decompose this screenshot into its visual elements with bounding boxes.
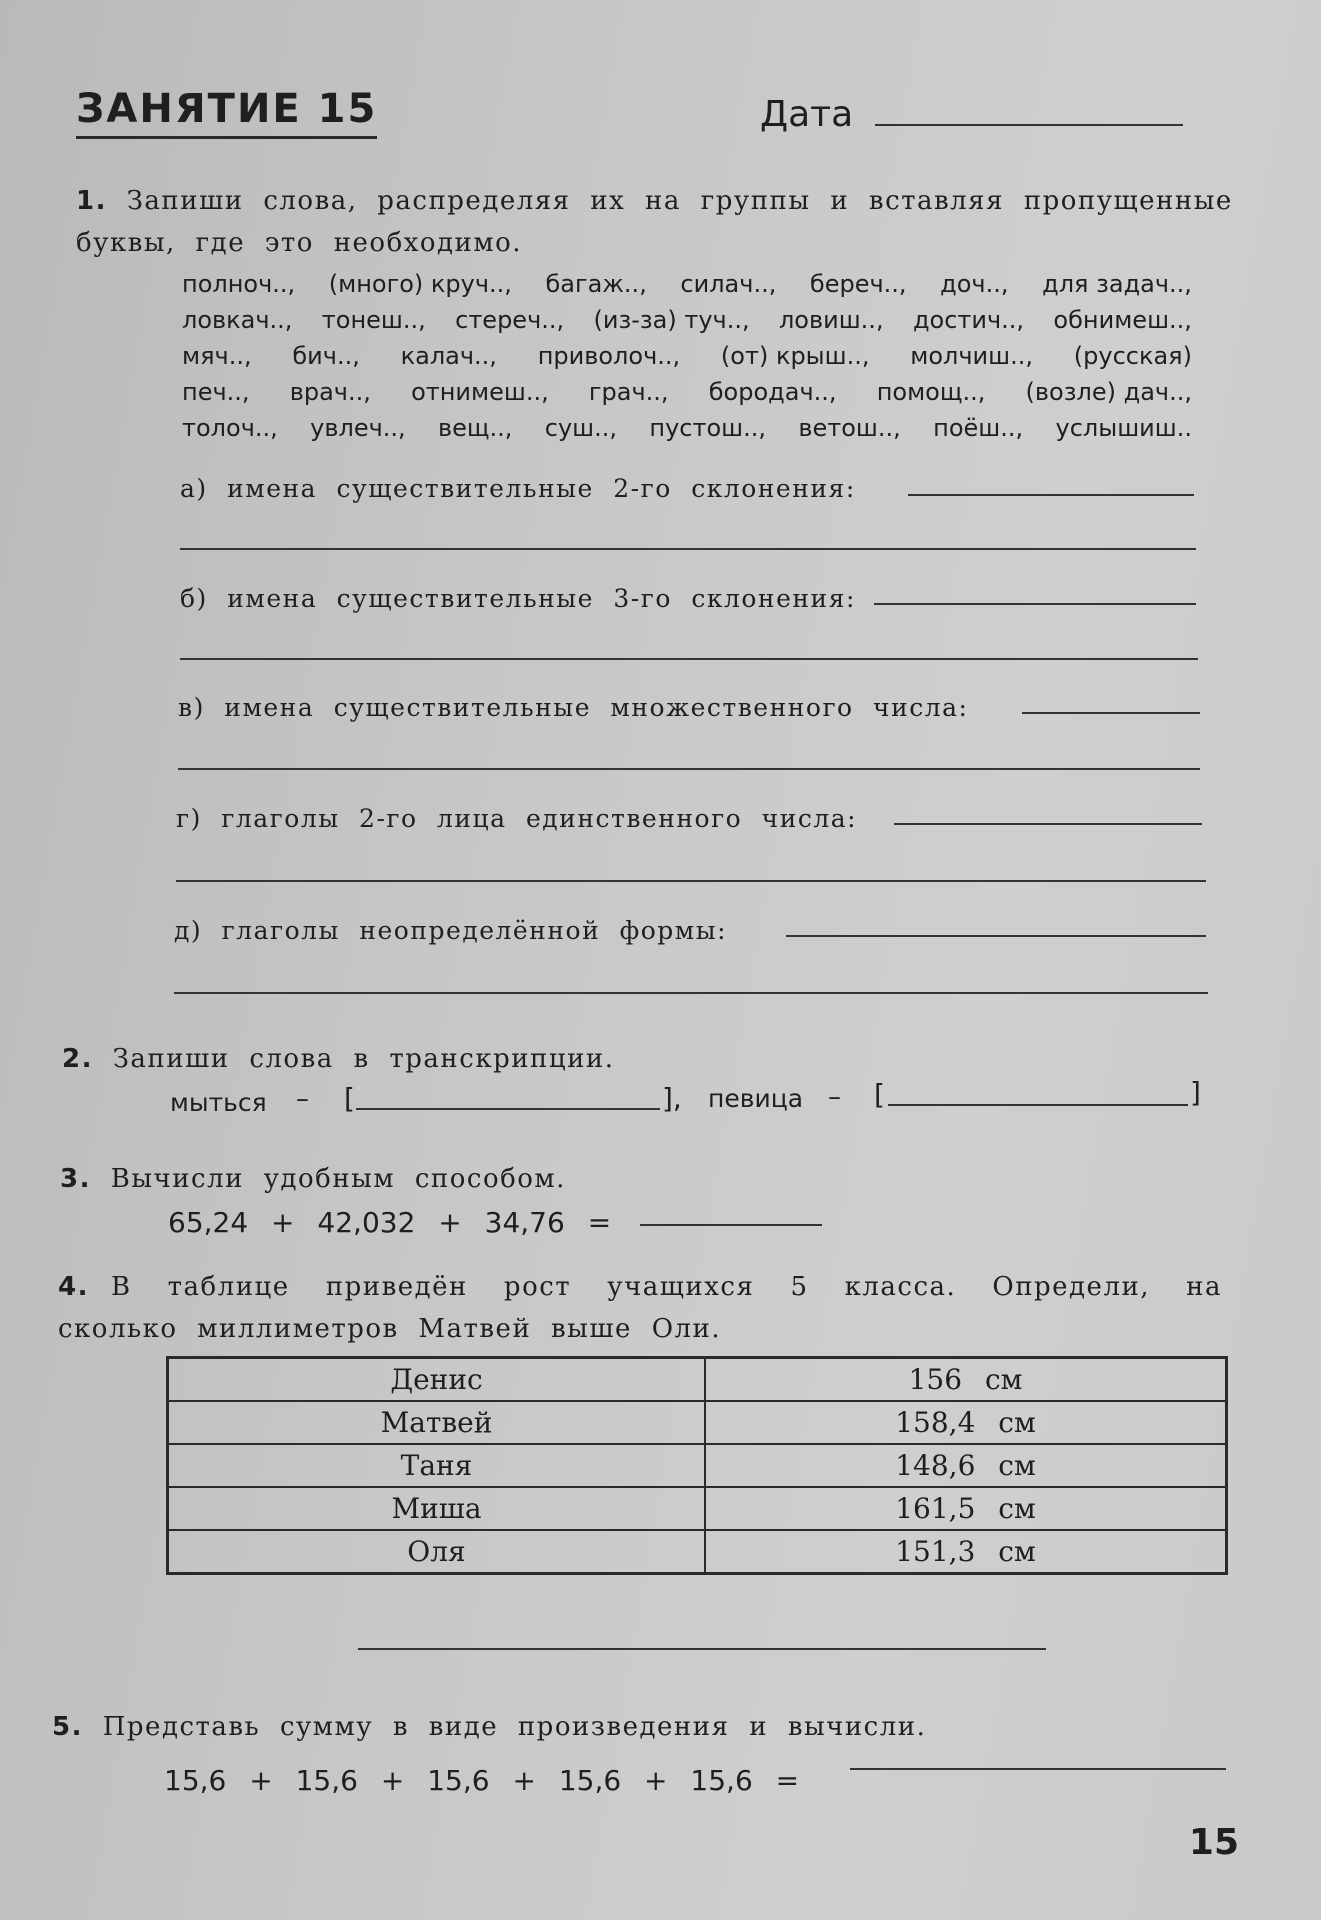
word-item: силач..,	[680, 270, 777, 298]
word-item: (русская)	[1073, 342, 1192, 370]
student-name-cell: Таня	[168, 1444, 706, 1487]
table-row	[168, 1401, 1227, 1444]
group-e-answer-line-1[interactable]	[786, 935, 1206, 937]
word-item: ветош..,	[798, 414, 901, 442]
task4-word: таблице	[167, 1272, 290, 1302]
task2-dash2: –	[828, 1082, 841, 1112]
word-item: суш..,	[544, 414, 618, 442]
task4-word: класса.	[844, 1272, 957, 1302]
student-name-cell: Денис	[168, 1358, 706, 1402]
task4-word: на	[1186, 1272, 1222, 1302]
word-item: увлеч..,	[310, 414, 406, 442]
group-e-label: д) глаголы неопределённой формы:	[174, 916, 728, 945]
task1-text-line2: буквы, где это необходимо.	[76, 228, 523, 258]
word-item: услышиш..	[1055, 414, 1192, 442]
group-b-label: б) имена существительные 3-го склонения:	[180, 584, 856, 613]
word-item: достич..,	[912, 306, 1025, 334]
task2-answer-line-2[interactable]	[888, 1104, 1188, 1106]
task2-text: 2. Запиши слова в транскрипции.	[62, 1044, 615, 1074]
task2-answer-line-1[interactable]	[356, 1108, 660, 1110]
task2-bracket-open2: [	[874, 1078, 885, 1111]
group-c-label: в) имена существительные множественного числа:	[178, 693, 969, 722]
table-row	[168, 1444, 1227, 1487]
task4-number: 4.	[58, 1272, 89, 1302]
page-title: ЗАНЯТИЕ 15	[76, 86, 377, 139]
task2-bracket-close2: ]	[1190, 1076, 1201, 1109]
word-line-2	[182, 306, 1192, 334]
task2-bracket-close1: ],	[662, 1082, 682, 1115]
word-item: бородач..,	[708, 378, 837, 406]
table-row	[168, 1530, 1227, 1574]
task2-dash1: –	[296, 1084, 309, 1114]
word-item: береч..,	[809, 270, 907, 298]
task1-number: 1.	[76, 186, 107, 216]
task4-text-line1	[58, 1272, 1222, 1302]
group-d-label: г) глаголы 2-го лица единственного числа:	[176, 804, 858, 833]
task5-number: 5.	[52, 1712, 83, 1742]
task3-expression: 65,24 + 42,032 + 34,76 =	[168, 1206, 612, 1239]
group-b-answer-line-1[interactable]	[874, 603, 1196, 605]
date-label: Дата	[760, 94, 854, 135]
student-height-cell: 148,6 см	[705, 1444, 1227, 1487]
word-item: (возле) дач..,	[1025, 378, 1192, 406]
task4-word: приведён	[325, 1272, 468, 1302]
task4-word: рост	[503, 1272, 572, 1302]
student-height-cell: 151,3 см	[705, 1530, 1227, 1574]
word-item: печ..,	[182, 378, 250, 406]
word-item: доч..,	[940, 270, 1009, 298]
word-item: молчиш..,	[910, 342, 1033, 370]
table-row	[168, 1487, 1227, 1530]
word-item: обнимеш..,	[1053, 306, 1192, 334]
word-item: мяч..,	[182, 342, 252, 370]
word-line-4	[182, 378, 1192, 406]
date-answer-line[interactable]	[875, 124, 1183, 126]
heights-table	[166, 1356, 1228, 1575]
task4-word: Определи,	[992, 1272, 1151, 1302]
task5-expression: 15,6 + 15,6 + 15,6 + 15,6 + 15,6 =	[164, 1764, 800, 1797]
word-item: (много) круч..,	[328, 270, 512, 298]
student-name-cell: Миша	[168, 1487, 706, 1530]
word-item: бич..,	[292, 342, 360, 370]
task4-word: В	[110, 1272, 132, 1302]
word-item: стереч..,	[455, 306, 565, 334]
task4-answer-line[interactable]	[358, 1648, 1046, 1650]
task2-word2: певица	[708, 1084, 804, 1113]
word-item: пустош..,	[649, 414, 766, 442]
word-line-1	[182, 270, 1192, 298]
group-a-label: а) имена существительные 2-го склонения:	[180, 474, 856, 503]
task3-text: 3. Вычисли удобным способом.	[60, 1164, 566, 1194]
group-c-answer-line-2[interactable]	[178, 768, 1200, 770]
group-b-answer-line-2[interactable]	[180, 658, 1198, 660]
word-item: приволоч..,	[537, 342, 681, 370]
task5-text: 5. Представь сумму в виде произведения и вычисли.	[52, 1712, 927, 1742]
word-item: поёш..,	[933, 414, 1024, 442]
group-a-answer-line-1[interactable]	[908, 494, 1194, 496]
student-height-cell: 161,5 см	[705, 1487, 1227, 1530]
word-item: ловкач..,	[182, 306, 293, 334]
task5-answer-line[interactable]	[850, 1768, 1226, 1770]
task4-word: 5	[790, 1272, 809, 1302]
student-name-cell: Оля	[168, 1530, 706, 1574]
word-item: вещ..,	[438, 414, 513, 442]
word-item: для задач..,	[1042, 270, 1192, 298]
group-d-answer-line-1[interactable]	[894, 823, 1202, 825]
word-item: (из-за) туч..,	[593, 306, 750, 334]
word-item: тонеш..,	[321, 306, 426, 334]
word-item: грач..,	[588, 378, 669, 406]
word-item: помощ..,	[876, 378, 986, 406]
student-height-cell: 156 см	[705, 1358, 1227, 1402]
word-item: багаж..,	[545, 270, 647, 298]
group-e-answer-line-2[interactable]	[174, 992, 1208, 994]
task2-number: 2.	[62, 1044, 93, 1074]
word-item: отнимеш..,	[411, 378, 549, 406]
word-item: ловиш..,	[778, 306, 884, 334]
page-number: 15	[1188, 1822, 1239, 1863]
group-c-answer-line-1[interactable]	[1022, 712, 1200, 714]
word-item: врач..,	[289, 378, 371, 406]
word-item: калач..,	[400, 342, 497, 370]
task2-bracket-open1: [	[344, 1082, 355, 1115]
task4-text-line1-words	[111, 1272, 1222, 1302]
task3-number: 3.	[60, 1164, 91, 1194]
task2-word1: мыться	[170, 1088, 267, 1117]
table-row	[168, 1358, 1227, 1402]
task4-text-line2: сколько миллиметров Матвей выше Оли.	[58, 1314, 722, 1344]
task4-word: учащихся	[607, 1272, 755, 1302]
word-item: полноч..,	[182, 270, 296, 298]
student-name-cell: Матвей	[168, 1401, 706, 1444]
task3-answer-line[interactable]	[640, 1224, 822, 1226]
word-item: толоч..,	[182, 414, 278, 442]
word-line-5	[182, 414, 1192, 442]
group-a-answer-line-2[interactable]	[180, 548, 1196, 550]
task1-text-line1: 1. Запиши слова, распределяя их на группы и вставляя пропущенные	[76, 186, 1233, 216]
word-item: (от) крыш..,	[720, 342, 870, 370]
word-line-3	[182, 342, 1192, 370]
group-d-answer-line-2[interactable]	[176, 880, 1206, 882]
student-height-cell: 158,4 см	[705, 1401, 1227, 1444]
